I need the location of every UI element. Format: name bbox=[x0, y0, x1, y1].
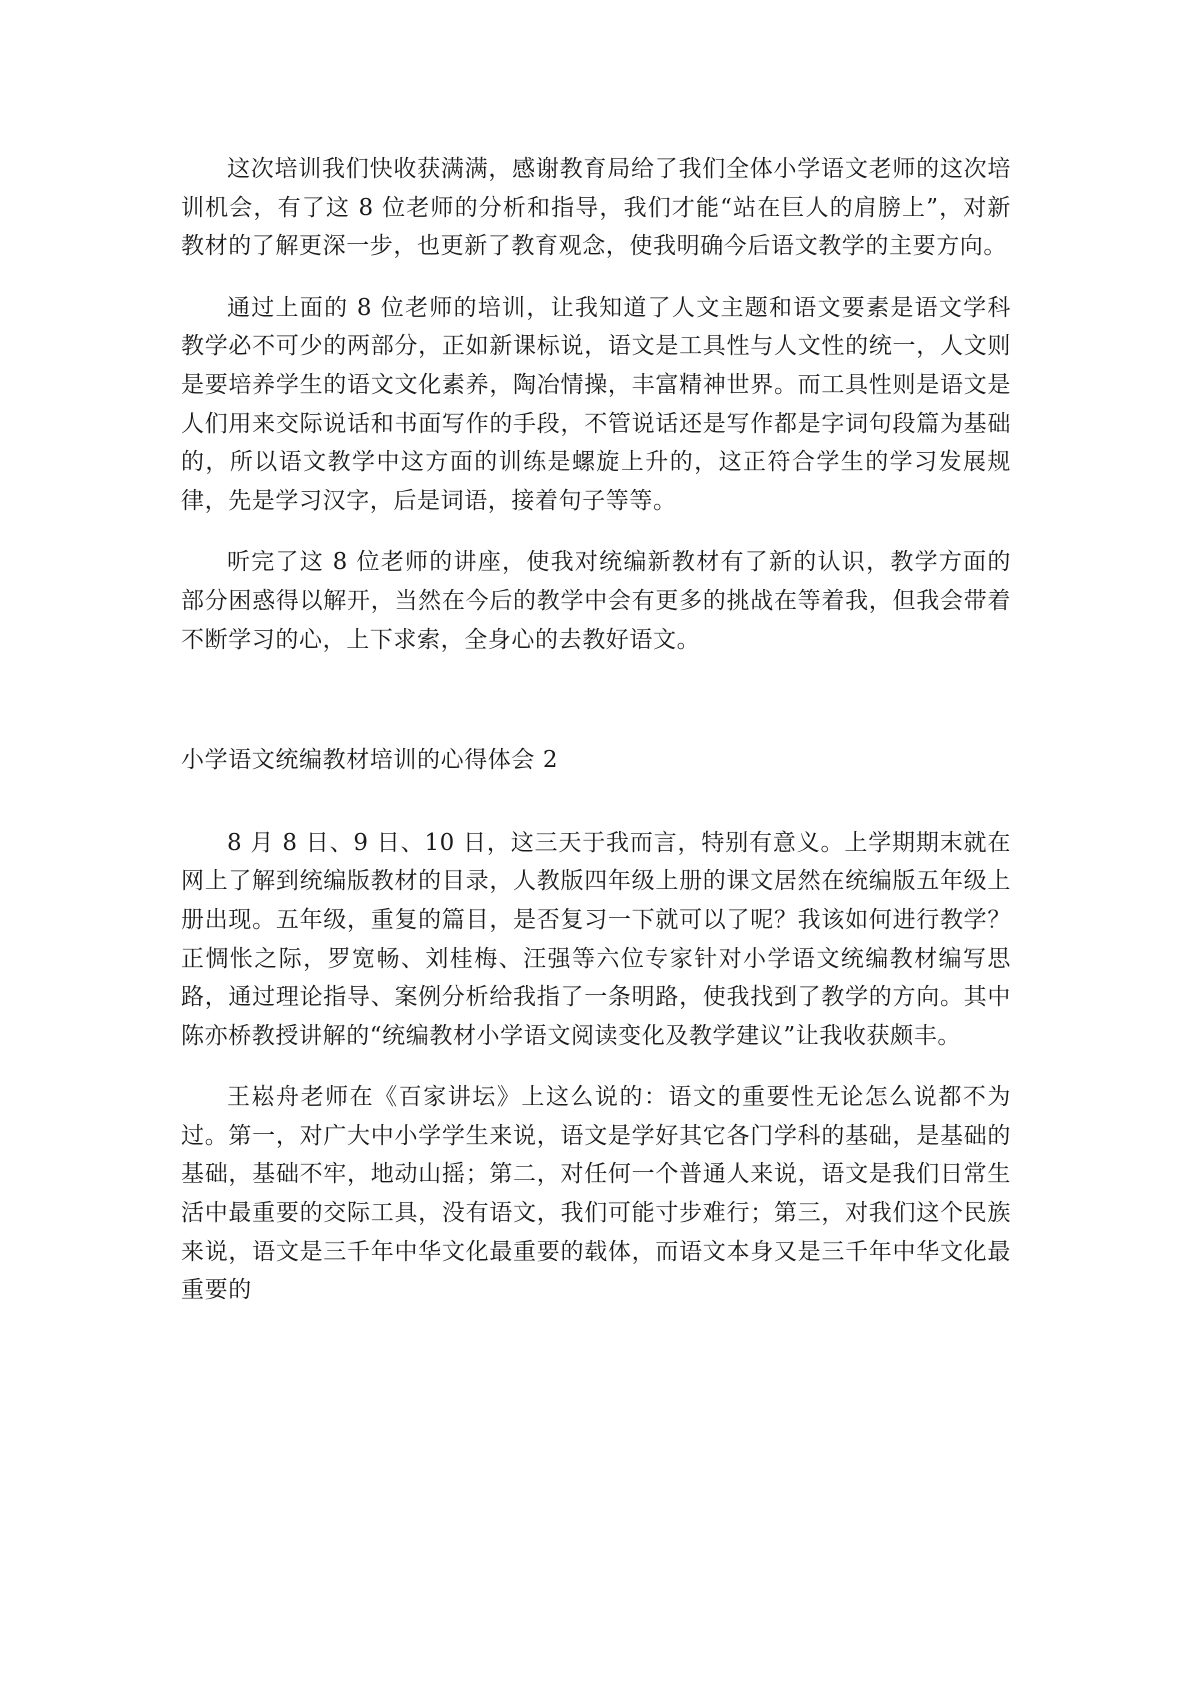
paragraph-three-days: 8 月 8 日、9 日、10 日，这三天于我而言，特别有意义。上学期期末就在网上了解到统编版教材的目录，人教版四年级上册的课文居然在统编版五年级上册出现。五年级，重复的篇目，是否复习一下就可以了呢？我该如何进行教学？正惆怅之际，罗宽畅、刘桂梅、汪强等六位专家针对小学语文统编教材编写思路，通过理论指导、案例分析给我指了一条明路，使我找到了教学的方向。其中陈亦桥教授讲解的“统编教材小学语文阅读变化及教学建议”让我收获颇丰。 bbox=[181, 829, 1011, 1049]
paragraph-training-harvest: 这次培训我们快收获满满，感谢教育局给了我们全体小学语文老师的这次培训机会，有了这 8 位老师的分析和指导，我们才能“站在巨人的肩膀上”，对新教材的了解更深一步，也更新了教育观念，使我明确今后语文教学的主要方向。 bbox=[181, 156, 1011, 260]
paragraph-new-understanding: 听完了这 8 位老师的讲座，使我对统编新教材有了新的认识，教学方面的部分困惑得以解开，当然在今后的教学中会有更多的挑战在等着我，但我会带着不断学习的心，上下求索，全身心的去教好语文。 bbox=[181, 549, 1011, 653]
paragraph-importance-of-chinese: 王崧舟老师在《百家讲坛》上这么说的：语文的重要性无论怎么说都不为过。第一，对广大中小学学生来说，语文是学好其它各门学科的基础，是基础的基础，基础不牢，地动山摇；第二，对任何一个普通人来说，语文是我们日常生活中最重要的交际工具，没有语文，我们可能寸步难行；第三，对我们这个民族来说，语文是三千年中华文化最重要的载体，而语文本身又是三千年中华文化最重要的 bbox=[181, 1084, 1011, 1304]
paragraph-humanities-and-language: 通过上面的 8 位老师的培训，让我知道了人文主题和语文要素是语文学科教学必不可少的两部分，正如新课标说，语文是工具性与人文性的统一，人文则是要培养学生的语文文化素养，陶冶情操，丰富精神世界。而工具性则是语文是人们用来交际说话和书面写作的手段，不管说话还是写作都是字词句段篇为基础的，所以语文教学中这方面的训练是螺旋上升的，这正符合学生的学习发展规律，先是学习汉字，后是词语，接着句子等等。 bbox=[181, 294, 1011, 514]
document-page bbox=[181, 150, 1011, 1310]
section-heading: 小学语文统编教材培训的心得体会 2 bbox=[181, 747, 559, 774]
